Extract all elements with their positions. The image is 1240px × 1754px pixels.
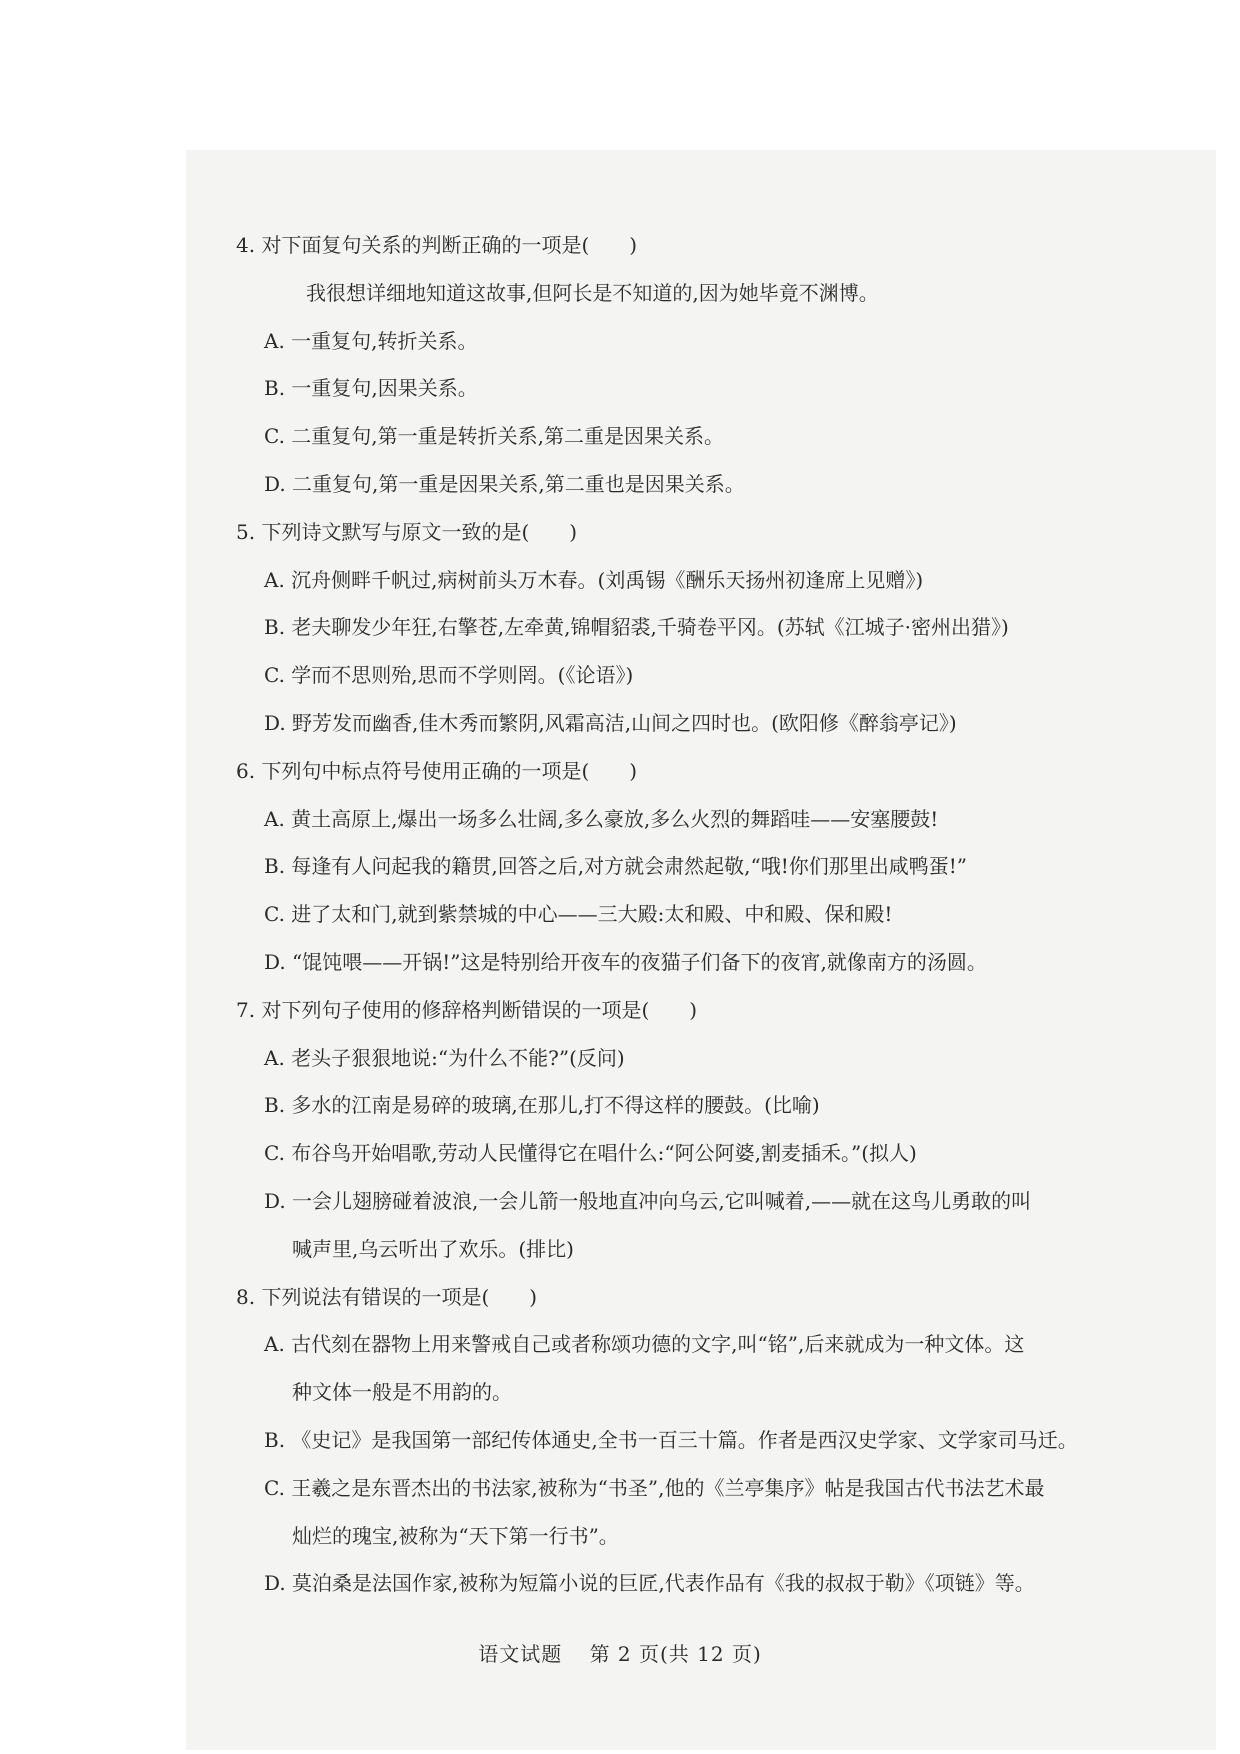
- question-4-option-d: D. 二重复句,第一重是因果关系,第二重也是因果关系。: [264, 471, 745, 496]
- question-8-option-c: C. 王羲之是东晋杰出的书法家,被称为“书圣”,他的《兰亭集序》帖是我国古代书法艺术最: [264, 1475, 1045, 1500]
- footer-page-number: 第 2 页(共 12 页): [589, 1642, 762, 1666]
- question-8-option-c-continued: 灿烂的瑰宝,被称为“天下第一行书”。: [292, 1523, 619, 1548]
- question-7-stem: 7. 对下列句子使用的修辞格判断错误的一项是( ): [236, 997, 698, 1022]
- question-4-quote: 我很想详细地知道这故事,但阿长是不知道的,因为她毕竟不渊博。: [306, 280, 879, 305]
- question-7-option-d: D. 一会儿翅膀碰着波浪,一会儿箭一般地直冲向乌云,它叫喊着,——就在这鸟儿勇敢的叫: [264, 1188, 1032, 1213]
- question-6-option-c: C. 进了太和门,就到紫禁城的中心——三大殿:太和殿、中和殿、保和殿!: [264, 902, 893, 927]
- question-4-option-b: B. 一重复句,因果关系。: [264, 376, 478, 401]
- question-7-option-c: C. 布谷鸟开始唱歌,劳动人民懂得它在唱什么:“阿公阿婆,割麦插禾。”(拟人): [264, 1141, 917, 1166]
- question-8-option-d: D. 莫泊桑是法国作家,被称为短篇小说的巨匠,代表作品有《我的叔叔于勒》《项链》等。: [264, 1571, 1035, 1596]
- question-8-option-b: B. 《史记》是我国第一部纪传体通史,全书一百三十篇。作者是西汉史学家、文学家司马迁。: [264, 1427, 1078, 1452]
- question-5-option-c: C. 学而不思则殆,思而不学则罔。(《论语》): [264, 663, 634, 688]
- question-5-stem: 5. 下列诗文默写与原文一致的是( ): [236, 519, 578, 544]
- question-6-option-b: B. 每逢有人问起我的籍贯,回答之后,对方就会肃然起敬,“哦!你们那里出咸鸭蛋!”: [264, 854, 968, 879]
- question-4-option-c: C. 二重复句,第一重是转折关系,第二重是因果关系。: [264, 424, 725, 449]
- question-6-stem: 6. 下列句中标点符号使用正确的一项是( ): [236, 758, 638, 783]
- question-4-option-a: A. 一重复句,转折关系。: [264, 328, 478, 353]
- question-7-option-d-continued: 喊声里,乌云听出了欢乐。(排比): [292, 1236, 574, 1261]
- question-5-option-b: B. 老夫聊发少年狂,右擎苍,左牵黄,锦帽貂裘,千骑卷平冈。(苏轼《江城子·密州出猎》): [264, 615, 1009, 640]
- question-8-stem: 8. 下列说法有错误的一项是( ): [236, 1284, 538, 1309]
- question-6-option-a: A. 黄土高原上,爆出一场多么壮阔,多么豪放,多么火烈的舞蹈哇——安塞腰鼓!: [264, 806, 939, 831]
- question-6-option-d: D. “馄饨喂——开锅!”这是特别给开夜车的夜猫子们备下的夜宵,就像南方的汤圆。: [264, 949, 987, 974]
- question-8-option-a: A. 古代刻在器物上用来警戒自己或者称颂功德的文字,叫“铭”,后来就成为一种文体。这: [264, 1332, 1025, 1357]
- question-4-stem: 4. 对下面复句关系的判断正确的一项是( ): [236, 233, 638, 257]
- question-7-option-b: B. 多水的江南是易碎的玻璃,在那儿,打不得这样的腰鼓。(比喻): [264, 1093, 820, 1118]
- footer-subject: 语文试题: [478, 1642, 563, 1666]
- page-footer: [0, 1638, 1240, 1667]
- question-7-option-a: A. 老头子狠狠地说:“为什么不能?”(反问): [264, 1045, 625, 1070]
- question-5-option-a: A. 沉舟侧畔千帆过,病树前头万木春。(刘禹锡《酬乐天扬州初逢席上见赠》): [264, 567, 924, 592]
- exam-content: [236, 222, 1166, 1608]
- question-5-option-d: D. 野芳发而幽香,佳木秀而繁阴,风霜高洁,山间之四时也。(欧阳修《醉翁亭记》): [264, 710, 957, 735]
- question-8-option-a-continued: 种文体一般是不用韵的。: [292, 1380, 512, 1405]
